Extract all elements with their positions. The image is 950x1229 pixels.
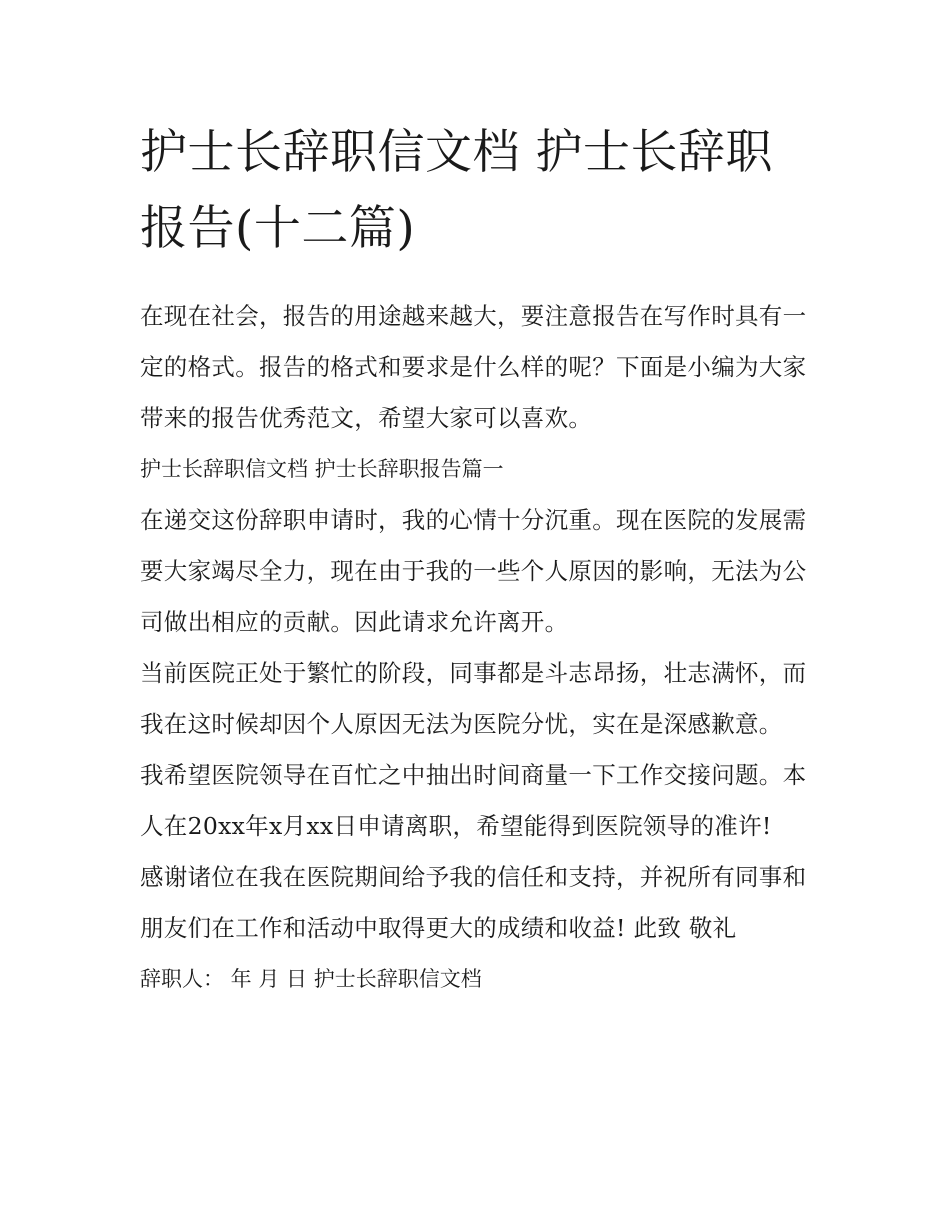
body-paragraph: 在递交这份辞职申请时，我的心情十分沉重。现在医院的发展需要大家竭尽全力，现在由于我的一些个人原因的影响，无法为公司做出相应的贡献。因此请求允许离开。 (140, 506, 807, 636)
body-paragraph: 我希望医院领导在百忙之中抽出时间商量一下工作交接问题。本人在20xx年x月xx日申请离职，希望能得到医院领导的准许! (140, 761, 807, 840)
body-paragraph: 感谢诸位在我在医院期间给予我的信任和支持，并祝所有同事和朋友们在工作和活动中取得更大的成绩和收益! 此致 敬礼 (140, 863, 807, 942)
body-paragraph: 当前医院正处于繁忙的阶段，同事都是斗志昂扬，壮志满怀，而我在这时候却因个人原因无法为医院分忧，实在是深感歉意。 (140, 659, 807, 738)
closing-line: 辞职人： 年 月 日 护士长辞职信文档 (140, 967, 482, 991)
section-heading: 护士长辞职信文档 护士长辞职报告篇一 (140, 457, 504, 481)
document-title: 护士长辞职信文档 护士长辞职报告(十二篇) (140, 125, 773, 256)
intro-paragraph: 在现在社会，报告的用途越来越大，要注意报告在写作时具有一定的格式。报告的格式和要求是什么样的呢？下面是小编为大家带来的报告优秀范文，希望大家可以喜欢。 (140, 302, 807, 432)
document-body (140, 115, 820, 1005)
